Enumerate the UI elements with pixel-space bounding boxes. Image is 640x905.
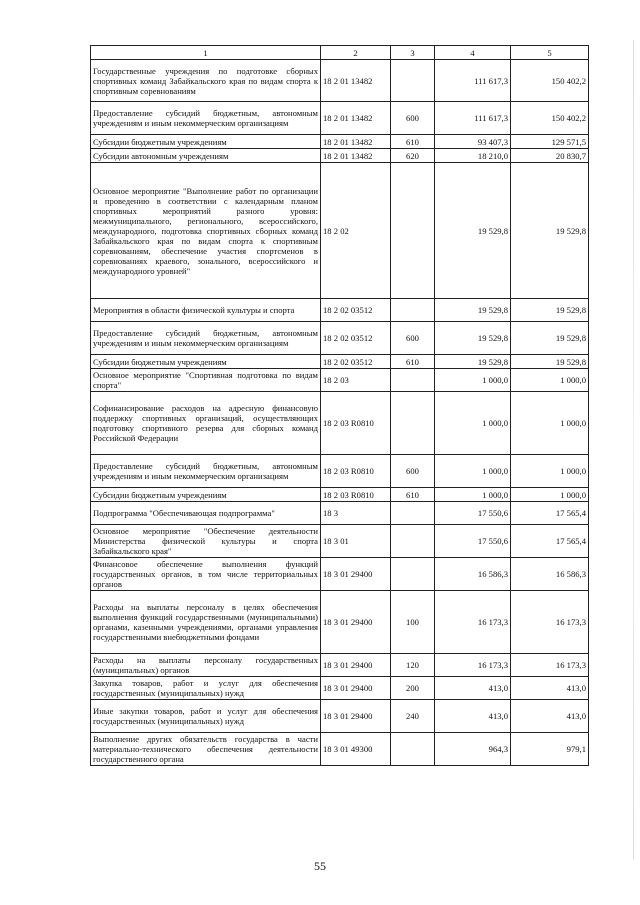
expense-type xyxy=(391,733,435,766)
amount-col5: 20 830,7 xyxy=(511,149,589,163)
expense-name: Иные закупки товаров, работ и услуг для обеспечения государственных (муниципальных) нужд xyxy=(91,700,321,733)
table-row xyxy=(91,322,589,355)
amount-col4: 19 529,8 xyxy=(435,163,511,299)
amount-col4: 17 550,6 xyxy=(435,502,511,525)
amount-col5: 413,0 xyxy=(511,677,589,700)
expense-type xyxy=(391,60,435,102)
expense-type: 600 xyxy=(391,322,435,355)
table-row xyxy=(91,488,589,502)
target-code: 18 2 03 R0810 xyxy=(321,488,391,502)
table-row xyxy=(91,135,589,149)
expense-type: 100 xyxy=(391,591,435,654)
expense-name: Расходы на выплаты персоналу в целях обеспечения выполнения функций государственными (муниципальными) органами, казенными учреждениями, органами управления государственными внебюджетными фондами xyxy=(91,591,321,654)
scan-edge-line xyxy=(633,40,634,860)
amount-col5: 19 529,8 xyxy=(511,299,589,322)
expense-type: 240 xyxy=(391,700,435,733)
amount-col4: 19 529,8 xyxy=(435,322,511,355)
target-code: 18 2 03 R0810 xyxy=(321,455,391,488)
expense-name: Субсидии бюджетным учреждениям xyxy=(91,355,321,369)
expense-name: Основное мероприятие "Спортивная подготовка по видам спорта" xyxy=(91,369,321,392)
header-row xyxy=(91,46,589,60)
target-code: 18 2 01 13482 xyxy=(321,60,391,102)
expense-name: Субсидии бюджетным учреждениям xyxy=(91,135,321,149)
expense-type xyxy=(391,558,435,591)
amount-col4: 16 586,3 xyxy=(435,558,511,591)
amount-col5: 1 000,0 xyxy=(511,488,589,502)
expense-name: Основное мероприятие "Обеспечение деятельности Министерства физической культуры и спорта Забайкальского края" xyxy=(91,525,321,558)
expense-name: Расходы на выплаты персоналу государственных (муниципальных) органов xyxy=(91,654,321,677)
amount-col5: 17 565,4 xyxy=(511,502,589,525)
expense-type: 610 xyxy=(391,355,435,369)
expense-type xyxy=(391,299,435,322)
expense-type: 120 xyxy=(391,654,435,677)
target-code: 18 3 01 29400 xyxy=(321,591,391,654)
table-row xyxy=(91,591,589,654)
column-header: 4 xyxy=(435,46,511,60)
expense-type: 620 xyxy=(391,149,435,163)
amount-col4: 16 173,3 xyxy=(435,591,511,654)
amount-col4: 111 617,3 xyxy=(435,60,511,102)
expense-name: Основное мероприятие "Выполнение работ по организации и проведению в соответствии с календарным планом спортивных мероприятий разного уровня: межмуниципального, регионального, всероссийского, международного, подготовка спортивных сборных команд Забайкальского края по видам спорта к спортивным соревнованиям, обеспечение участия спортсменов в соревнованиях краевого, зонального, всероссийского и международного уровней" xyxy=(91,163,321,299)
amount-col5: 129 571,5 xyxy=(511,135,589,149)
target-code: 18 3 01 xyxy=(321,525,391,558)
amount-col4: 19 529,8 xyxy=(435,355,511,369)
table-row xyxy=(91,700,589,733)
expense-name: Субсидии бюджетным учреждениям xyxy=(91,488,321,502)
expense-type: 600 xyxy=(391,455,435,488)
target-code: 18 2 01 13482 xyxy=(321,102,391,135)
expense-type xyxy=(391,525,435,558)
target-code: 18 2 01 13482 xyxy=(321,135,391,149)
column-header: 2 xyxy=(321,46,391,60)
table-row xyxy=(91,299,589,322)
amount-col4: 1 000,0 xyxy=(435,369,511,392)
amount-col4: 1 000,0 xyxy=(435,488,511,502)
target-code: 18 2 02 xyxy=(321,163,391,299)
amount-col4: 93 407,3 xyxy=(435,135,511,149)
target-code: 18 3 01 49300 xyxy=(321,733,391,766)
target-code: 18 2 02 03512 xyxy=(321,299,391,322)
target-code: 18 3 xyxy=(321,502,391,525)
amount-col4: 1 000,0 xyxy=(435,392,511,455)
amount-col4: 1 000,0 xyxy=(435,455,511,488)
table-row xyxy=(91,654,589,677)
expense-name: Предоставление субсидий бюджетным, автономным учреждениям и иным некоммерческим организациям xyxy=(91,455,321,488)
expense-type: 600 xyxy=(391,102,435,135)
table-row xyxy=(91,163,589,299)
target-code: 18 3 01 29400 xyxy=(321,700,391,733)
table-row xyxy=(91,455,589,488)
expense-type xyxy=(391,502,435,525)
amount-col4: 413,0 xyxy=(435,700,511,733)
expense-name: Софинансирование расходов на адресную финансовую поддержку спортивных организаций, осуществляющих подготовку спортивного резерва для сборных команд Российской Федерации xyxy=(91,392,321,455)
table-row xyxy=(91,558,589,591)
amount-col4: 413,0 xyxy=(435,677,511,700)
table-row xyxy=(91,733,589,766)
amount-col4: 18 210,0 xyxy=(435,149,511,163)
table-row xyxy=(91,355,589,369)
target-code: 18 3 01 29400 xyxy=(321,654,391,677)
target-code: 18 2 03 R0810 xyxy=(321,392,391,455)
amount-col5: 19 529,8 xyxy=(511,163,589,299)
table-row xyxy=(91,60,589,102)
amount-col5: 19 529,8 xyxy=(511,322,589,355)
budget-table xyxy=(90,45,589,766)
expense-name: Государственные учреждения по подготовке сборных спортивных команд Забайкальского края по видам спорта к спортивным соревнованиям xyxy=(91,60,321,102)
amount-col4: 16 173,3 xyxy=(435,654,511,677)
amount-col5: 979,1 xyxy=(511,733,589,766)
amount-col5: 1 000,0 xyxy=(511,455,589,488)
target-code: 18 2 02 03512 xyxy=(321,355,391,369)
amount-col5: 16 173,3 xyxy=(511,591,589,654)
amount-col5: 17 565,4 xyxy=(511,525,589,558)
amount-col4: 17 550,6 xyxy=(435,525,511,558)
expense-type: 200 xyxy=(391,677,435,700)
table-row xyxy=(91,392,589,455)
column-header: 1 xyxy=(91,46,321,60)
amount-col4: 111 617,3 xyxy=(435,102,511,135)
expense-type xyxy=(391,369,435,392)
target-code: 18 2 02 03512 xyxy=(321,322,391,355)
table-row xyxy=(91,677,589,700)
expense-name: Предоставление субсидий бюджетным, автономным учреждениям и иным некоммерческим организациям xyxy=(91,322,321,355)
table-row xyxy=(91,102,589,135)
amount-col5: 150 402,2 xyxy=(511,102,589,135)
amount-col5: 19 529,8 xyxy=(511,355,589,369)
expense-type: 610 xyxy=(391,135,435,149)
expense-name: Выполнение других обязательств государства в части материально-технического обеспечения деятельности государственного органа xyxy=(91,733,321,766)
expense-name: Мероприятия в области физической культуры и спорта xyxy=(91,299,321,322)
target-code: 18 3 01 29400 xyxy=(321,677,391,700)
amount-col5: 16 586,3 xyxy=(511,558,589,591)
expense-name: Закупка товаров, работ и услуг для обеспечения государственных (муниципальных) нужд xyxy=(91,677,321,700)
amount-col5: 1 000,0 xyxy=(511,369,589,392)
amount-col5: 150 402,2 xyxy=(511,60,589,102)
expense-name: Подпрограмма "Обеспечивающая подпрограмма" xyxy=(91,502,321,525)
expense-type xyxy=(391,392,435,455)
expense-type: 610 xyxy=(391,488,435,502)
column-header: 5 xyxy=(511,46,589,60)
amount-col4: 964,3 xyxy=(435,733,511,766)
amount-col5: 1 000,0 xyxy=(511,392,589,455)
target-code: 18 2 01 13482 xyxy=(321,149,391,163)
amount-col4: 19 529,8 xyxy=(435,299,511,322)
expense-name: Предоставление субсидий бюджетным, автономным учреждениям и иным некоммерческим организациям xyxy=(91,102,321,135)
expense-name: Субсидии автономным учреждениям xyxy=(91,149,321,163)
column-header: 3 xyxy=(391,46,435,60)
amount-col5: 413,0 xyxy=(511,700,589,733)
expense-type xyxy=(391,163,435,299)
page-number: 55 xyxy=(314,859,326,873)
amount-col5: 16 173,3 xyxy=(511,654,589,677)
expense-name: Финансовое обеспечение выполнения функций государственных органов, в том числе территориальных органов xyxy=(91,558,321,591)
target-code: 18 2 03 xyxy=(321,369,391,392)
table-row xyxy=(91,525,589,558)
table-row xyxy=(91,369,589,392)
table-row xyxy=(91,149,589,163)
target-code: 18 3 01 29400 xyxy=(321,558,391,591)
table-row xyxy=(91,502,589,525)
